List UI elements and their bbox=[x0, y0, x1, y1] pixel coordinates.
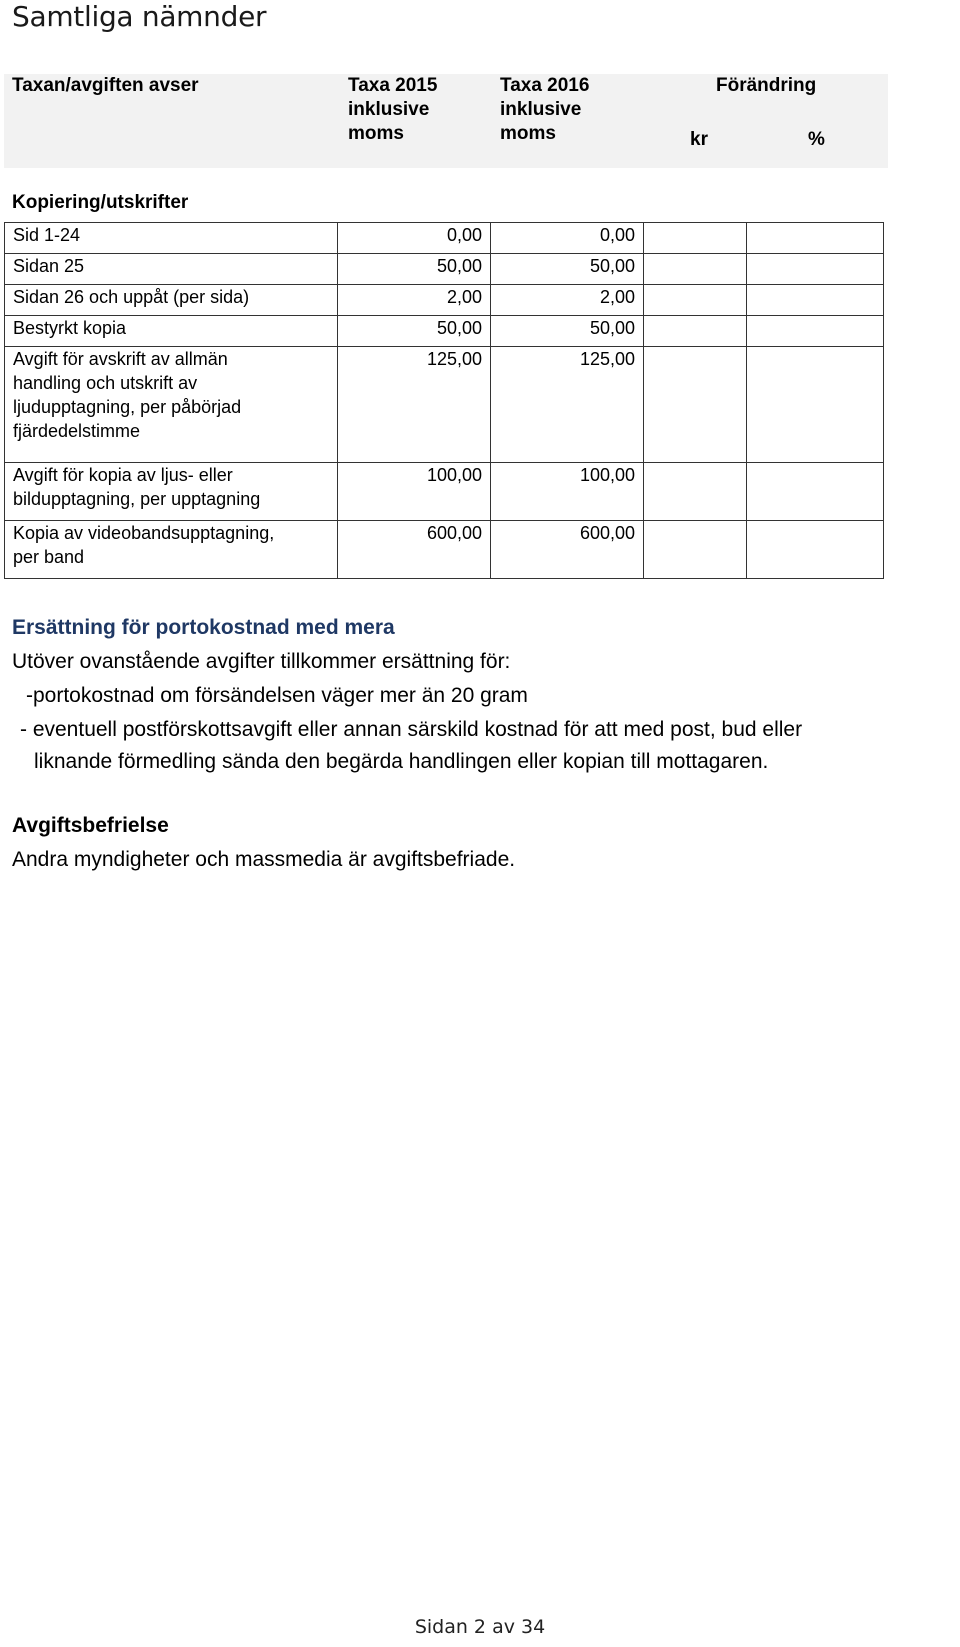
fee-taxa-2016: 50,00 bbox=[491, 316, 644, 347]
header-change-kr: kr bbox=[690, 129, 708, 150]
table-row bbox=[5, 463, 884, 521]
postage-item-2-line-1: - eventuell postförskottsavgift eller annan särskild kostnad för att med post, bud eller bbox=[20, 718, 803, 741]
fee-description: Sid 1-24 bbox=[5, 223, 338, 254]
fee-taxa-2015: 600,00 bbox=[338, 521, 491, 579]
fee-change-kr bbox=[644, 223, 747, 254]
header-description: Taxan/avgiften avser bbox=[12, 75, 199, 96]
fee-taxa-2015: 50,00 bbox=[338, 254, 491, 285]
fee-taxa-2015: 0,00 bbox=[338, 223, 491, 254]
postage-intro: Utöver ovanstående avgifter tillkommer ersättning för: bbox=[12, 650, 511, 673]
fee-change-pct bbox=[747, 223, 884, 254]
fee-description: Avgift för avskrift av allmän handling och utskrift av ljudupptagning, per påbörjad fjärdedelstimme bbox=[5, 347, 338, 463]
fee-change-kr bbox=[644, 316, 747, 347]
exemption-text: Andra myndigheter och massmedia är avgiftsbefriade. bbox=[12, 848, 516, 871]
fee-description: Sidan 26 och uppåt (per sida) bbox=[5, 285, 338, 316]
fee-taxa-2016: 125,00 bbox=[491, 347, 644, 463]
fee-taxa-2015: 125,00 bbox=[338, 347, 491, 463]
table-row bbox=[5, 223, 884, 254]
fee-taxa-2016: 2,00 bbox=[491, 285, 644, 316]
table-row bbox=[5, 316, 884, 347]
fee-change-kr bbox=[644, 254, 747, 285]
fee-taxa-2015: 100,00 bbox=[338, 463, 491, 521]
fee-taxa-2016: 50,00 bbox=[491, 254, 644, 285]
fee-taxa-2015: 2,00 bbox=[338, 285, 491, 316]
section-heading-copying: Kopiering/utskrifter bbox=[12, 192, 189, 213]
fee-change-kr bbox=[644, 521, 747, 579]
header-taxa-2015: Taxa 2015 inklusive moms bbox=[348, 75, 438, 144]
fee-description: Avgift för kopia av ljus- eller bildupptagning, per upptagning bbox=[5, 463, 338, 521]
header-taxa-2016: Taxa 2016 inklusive moms bbox=[500, 75, 590, 144]
fee-description: Sidan 25 bbox=[5, 254, 338, 285]
table-row bbox=[5, 347, 884, 463]
fee-change-pct bbox=[747, 347, 884, 463]
fee-taxa-2016: 0,00 bbox=[491, 223, 644, 254]
section-heading-exemption: Avgiftsbefrielse bbox=[12, 814, 169, 837]
fee-change-pct bbox=[747, 316, 884, 347]
fee-taxa-2015: 50,00 bbox=[338, 316, 491, 347]
fee-change-pct bbox=[747, 463, 884, 521]
table-row bbox=[5, 285, 884, 316]
fee-table bbox=[4, 222, 884, 579]
fee-change-kr bbox=[644, 463, 747, 521]
fee-change-pct bbox=[747, 285, 884, 316]
header-change-pct: % bbox=[808, 129, 825, 150]
fee-description: Bestyrkt kopia bbox=[5, 316, 338, 347]
header-change: Förändring bbox=[716, 75, 817, 96]
fee-taxa-2016: 100,00 bbox=[491, 463, 644, 521]
fee-change-kr bbox=[644, 347, 747, 463]
fee-taxa-2016: 600,00 bbox=[491, 521, 644, 579]
page-footer: Sidan 2 av 34 bbox=[414, 1616, 546, 1638]
fee-change-kr bbox=[644, 285, 747, 316]
fee-change-pct bbox=[747, 521, 884, 579]
fee-description: Kopia av videobandsupptagning, per band bbox=[5, 521, 338, 579]
postage-item-2-line-2: liknande förmedling sända den begärda handlingen eller kopian till mottagaren. bbox=[34, 750, 769, 773]
table-row bbox=[5, 254, 884, 285]
fee-change-pct bbox=[747, 254, 884, 285]
page-title: Samtliga nämnder bbox=[12, 0, 267, 33]
table-row bbox=[5, 521, 884, 579]
table-header bbox=[4, 74, 888, 168]
postage-item-1: -portokostnad om försändelsen väger mer än 20 gram bbox=[26, 684, 528, 707]
section-heading-postage: Ersättning för portokostnad med mera bbox=[12, 616, 395, 639]
